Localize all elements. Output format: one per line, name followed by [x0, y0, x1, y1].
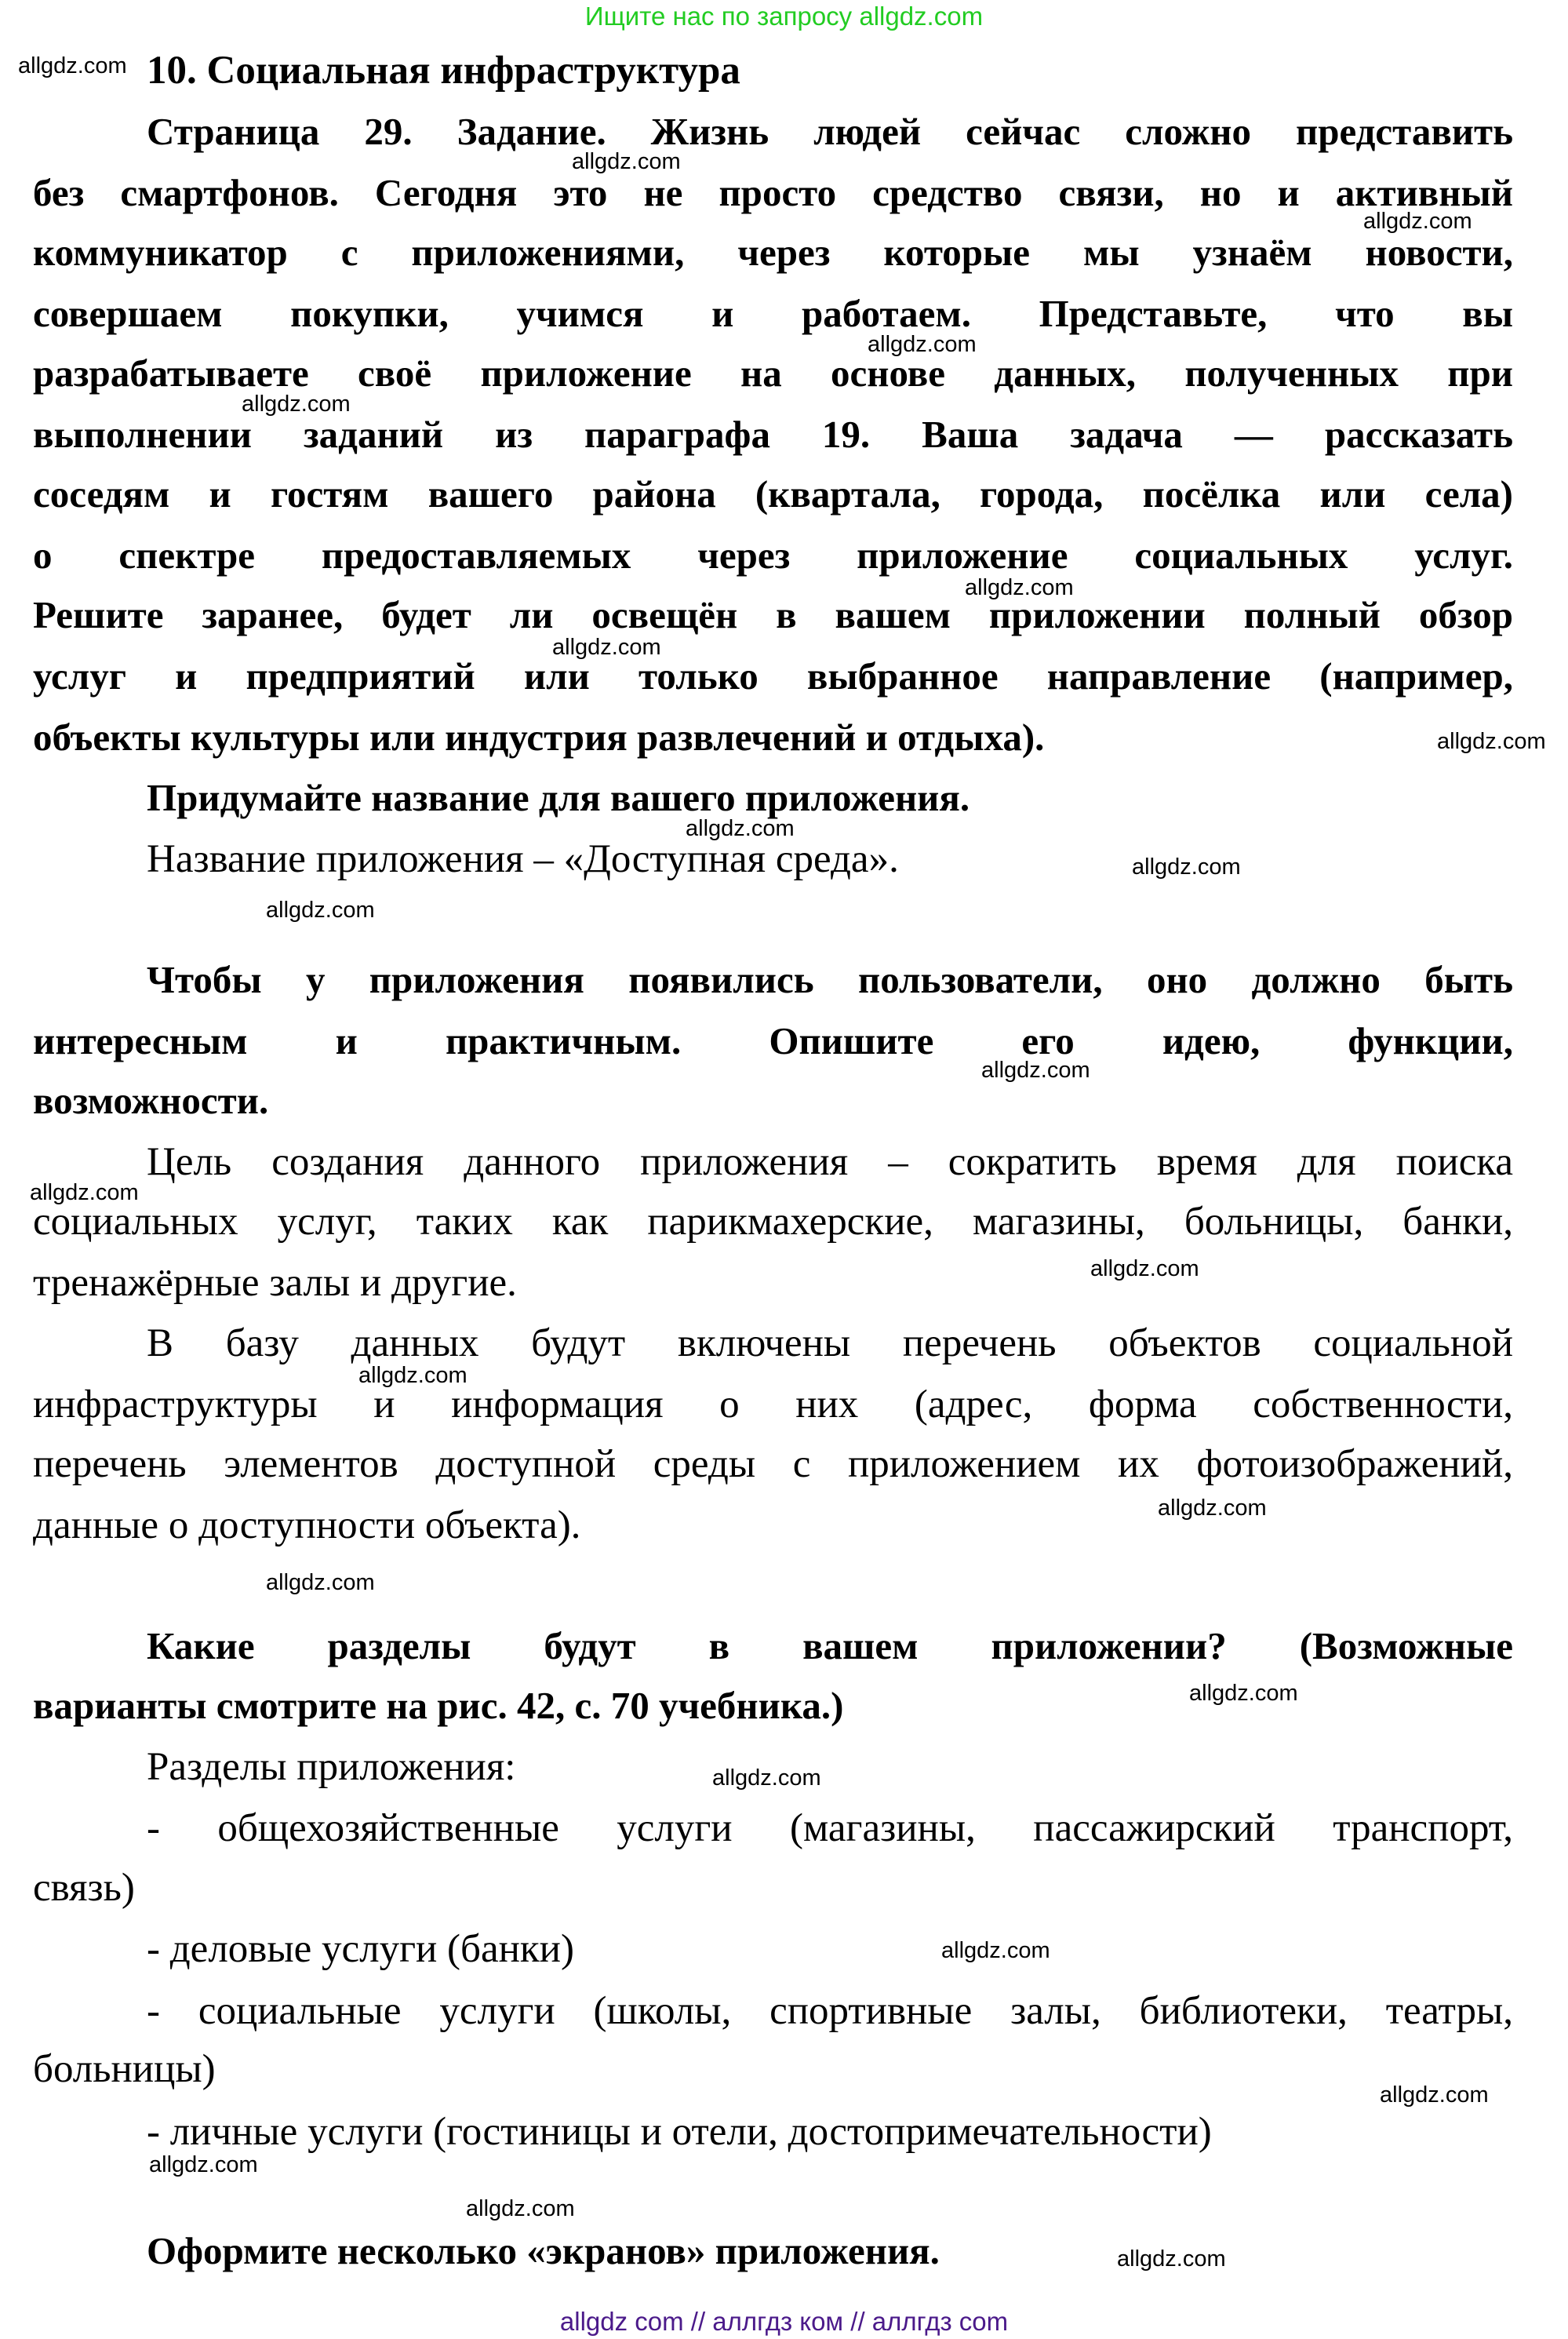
answer-line: Цель создания данного приложения – сократить время для поиска	[147, 1140, 1513, 1184]
watermark: allgdz.com	[1117, 2246, 1226, 2272]
watermark: allgdz.com	[1363, 209, 1472, 234]
question-line: интересным и практичным. Опишите его идею, функции,	[33, 1019, 1513, 1062]
watermark: allgdz.com	[1380, 2082, 1489, 2108]
question-line: Чтобы у приложения появились пользователи, оно должно быть	[147, 958, 1513, 1001]
answer-line: - личные услуги (гостиницы и отели, достопримечательности)	[147, 2110, 1212, 2154]
task-line: Страница 29. Задание. Жизнь людей сейчас сложно представить	[147, 110, 1513, 153]
watermark: allgdz.com	[572, 149, 681, 174]
answer-line: инфраструктуры и информация о них (адрес, форма собственности,	[33, 1383, 1513, 1426]
question-line: возможности.	[33, 1079, 269, 1122]
answer-line: больницы)	[33, 2047, 216, 2091]
search-banner[interactable]: Ищите нас по запросу allgdz.com	[584, 2, 984, 31]
watermark: allgdz.com	[266, 898, 375, 923]
watermark: allgdz.com	[1437, 729, 1546, 754]
watermark: allgdz.com	[868, 332, 977, 357]
question-line: варианты смотрите на рис. 42, с. 70 учебника.)	[33, 1684, 844, 1727]
watermark: allgdz.com	[941, 1938, 1050, 1963]
watermark: allgdz.com	[149, 2152, 258, 2177]
task-line: объекты культуры или индустрия развлечений и отдыха).	[33, 716, 1045, 759]
question-line: Придумайте название для вашего приложения.	[147, 776, 970, 819]
task-line: услуг и предприятий или только выбранное направление (например,	[33, 654, 1513, 698]
watermark: allgdz.com	[1158, 1496, 1267, 1521]
task-line: совершаем покупки, учимся и работаем. Представьте, что вы	[33, 292, 1513, 335]
answer-line: - социальные услуги (школы, спортивные залы, библиотеки, театры,	[147, 1989, 1513, 2033]
watermark: allgdz.com	[266, 1570, 375, 1595]
answer-line: В базу данных будут включены перечень объектов социальной	[147, 1321, 1513, 1365]
footer-banner[interactable]: allgdz com // аллгдз ком // аллгдз com	[559, 2307, 1009, 2336]
watermark: allgdz.com	[712, 1765, 821, 1791]
question-line: Оформите несколько «экранов» приложения.	[147, 2229, 940, 2272]
watermark: allgdz.com	[242, 392, 351, 417]
watermark: allgdz.com	[30, 1180, 139, 1205]
watermark: allgdz.com	[358, 1363, 467, 1388]
answer-line: перечень элементов доступной среды с приложением их фотоизображений,	[33, 1442, 1513, 1486]
task-line: выполнении заданий из параграфа 19. Ваша задача — рассказать	[33, 413, 1513, 456]
answer-line: Название приложения – «Доступная среда».	[147, 837, 899, 881]
task-line: Решите заранее, будет ли освещён в вашем приложении полный обзор	[33, 593, 1513, 636]
watermark: allgdz.com	[18, 53, 127, 78]
watermark: allgdz.com	[686, 816, 795, 841]
task-line: соседям и гостям вашего района (квартала, города, посёлка или села)	[33, 472, 1513, 516]
task-line: без смартфонов. Сегодня это не просто средство связи, но и активный	[33, 171, 1513, 214]
answer-line: социальных услуг, таких как парикмахерские, магазины, больницы, банки,	[33, 1200, 1513, 1244]
answer-line: - общехозяйственные услуги (магазины, пассажирский транспорт,	[147, 1806, 1513, 1850]
watermark: allgdz.com	[965, 575, 1074, 600]
task-line: коммуникатор с приложениями, через которые мы узнаём новости,	[33, 231, 1513, 274]
answer-line: тренажёрные залы и другие.	[33, 1261, 517, 1305]
task-line: о спектре предоставляемых через приложение социальных услуг.	[33, 534, 1513, 577]
watermark: allgdz.com	[1189, 1681, 1298, 1706]
answer-line: - деловые услуги (банки)	[147, 1927, 574, 1971]
answer-line: Разделы приложения:	[147, 1745, 516, 1789]
task-line: разрабатываете своё приложение на основе данных, полученных при	[33, 352, 1513, 395]
watermark: allgdz.com	[1090, 1256, 1199, 1281]
watermark: allgdz.com	[552, 635, 661, 660]
watermark: allgdz.com	[1132, 854, 1241, 880]
answer-line: данные о доступности объекта).	[33, 1503, 581, 1547]
watermark: allgdz.com	[981, 1058, 1090, 1083]
answer-line: связь)	[33, 1866, 135, 1910]
section-title: 10. Социальная инфраструктура	[147, 49, 740, 93]
watermark: allgdz.com	[466, 2196, 575, 2221]
question-line: Какие разделы будут в вашем приложении? (Возможные	[147, 1624, 1513, 1667]
